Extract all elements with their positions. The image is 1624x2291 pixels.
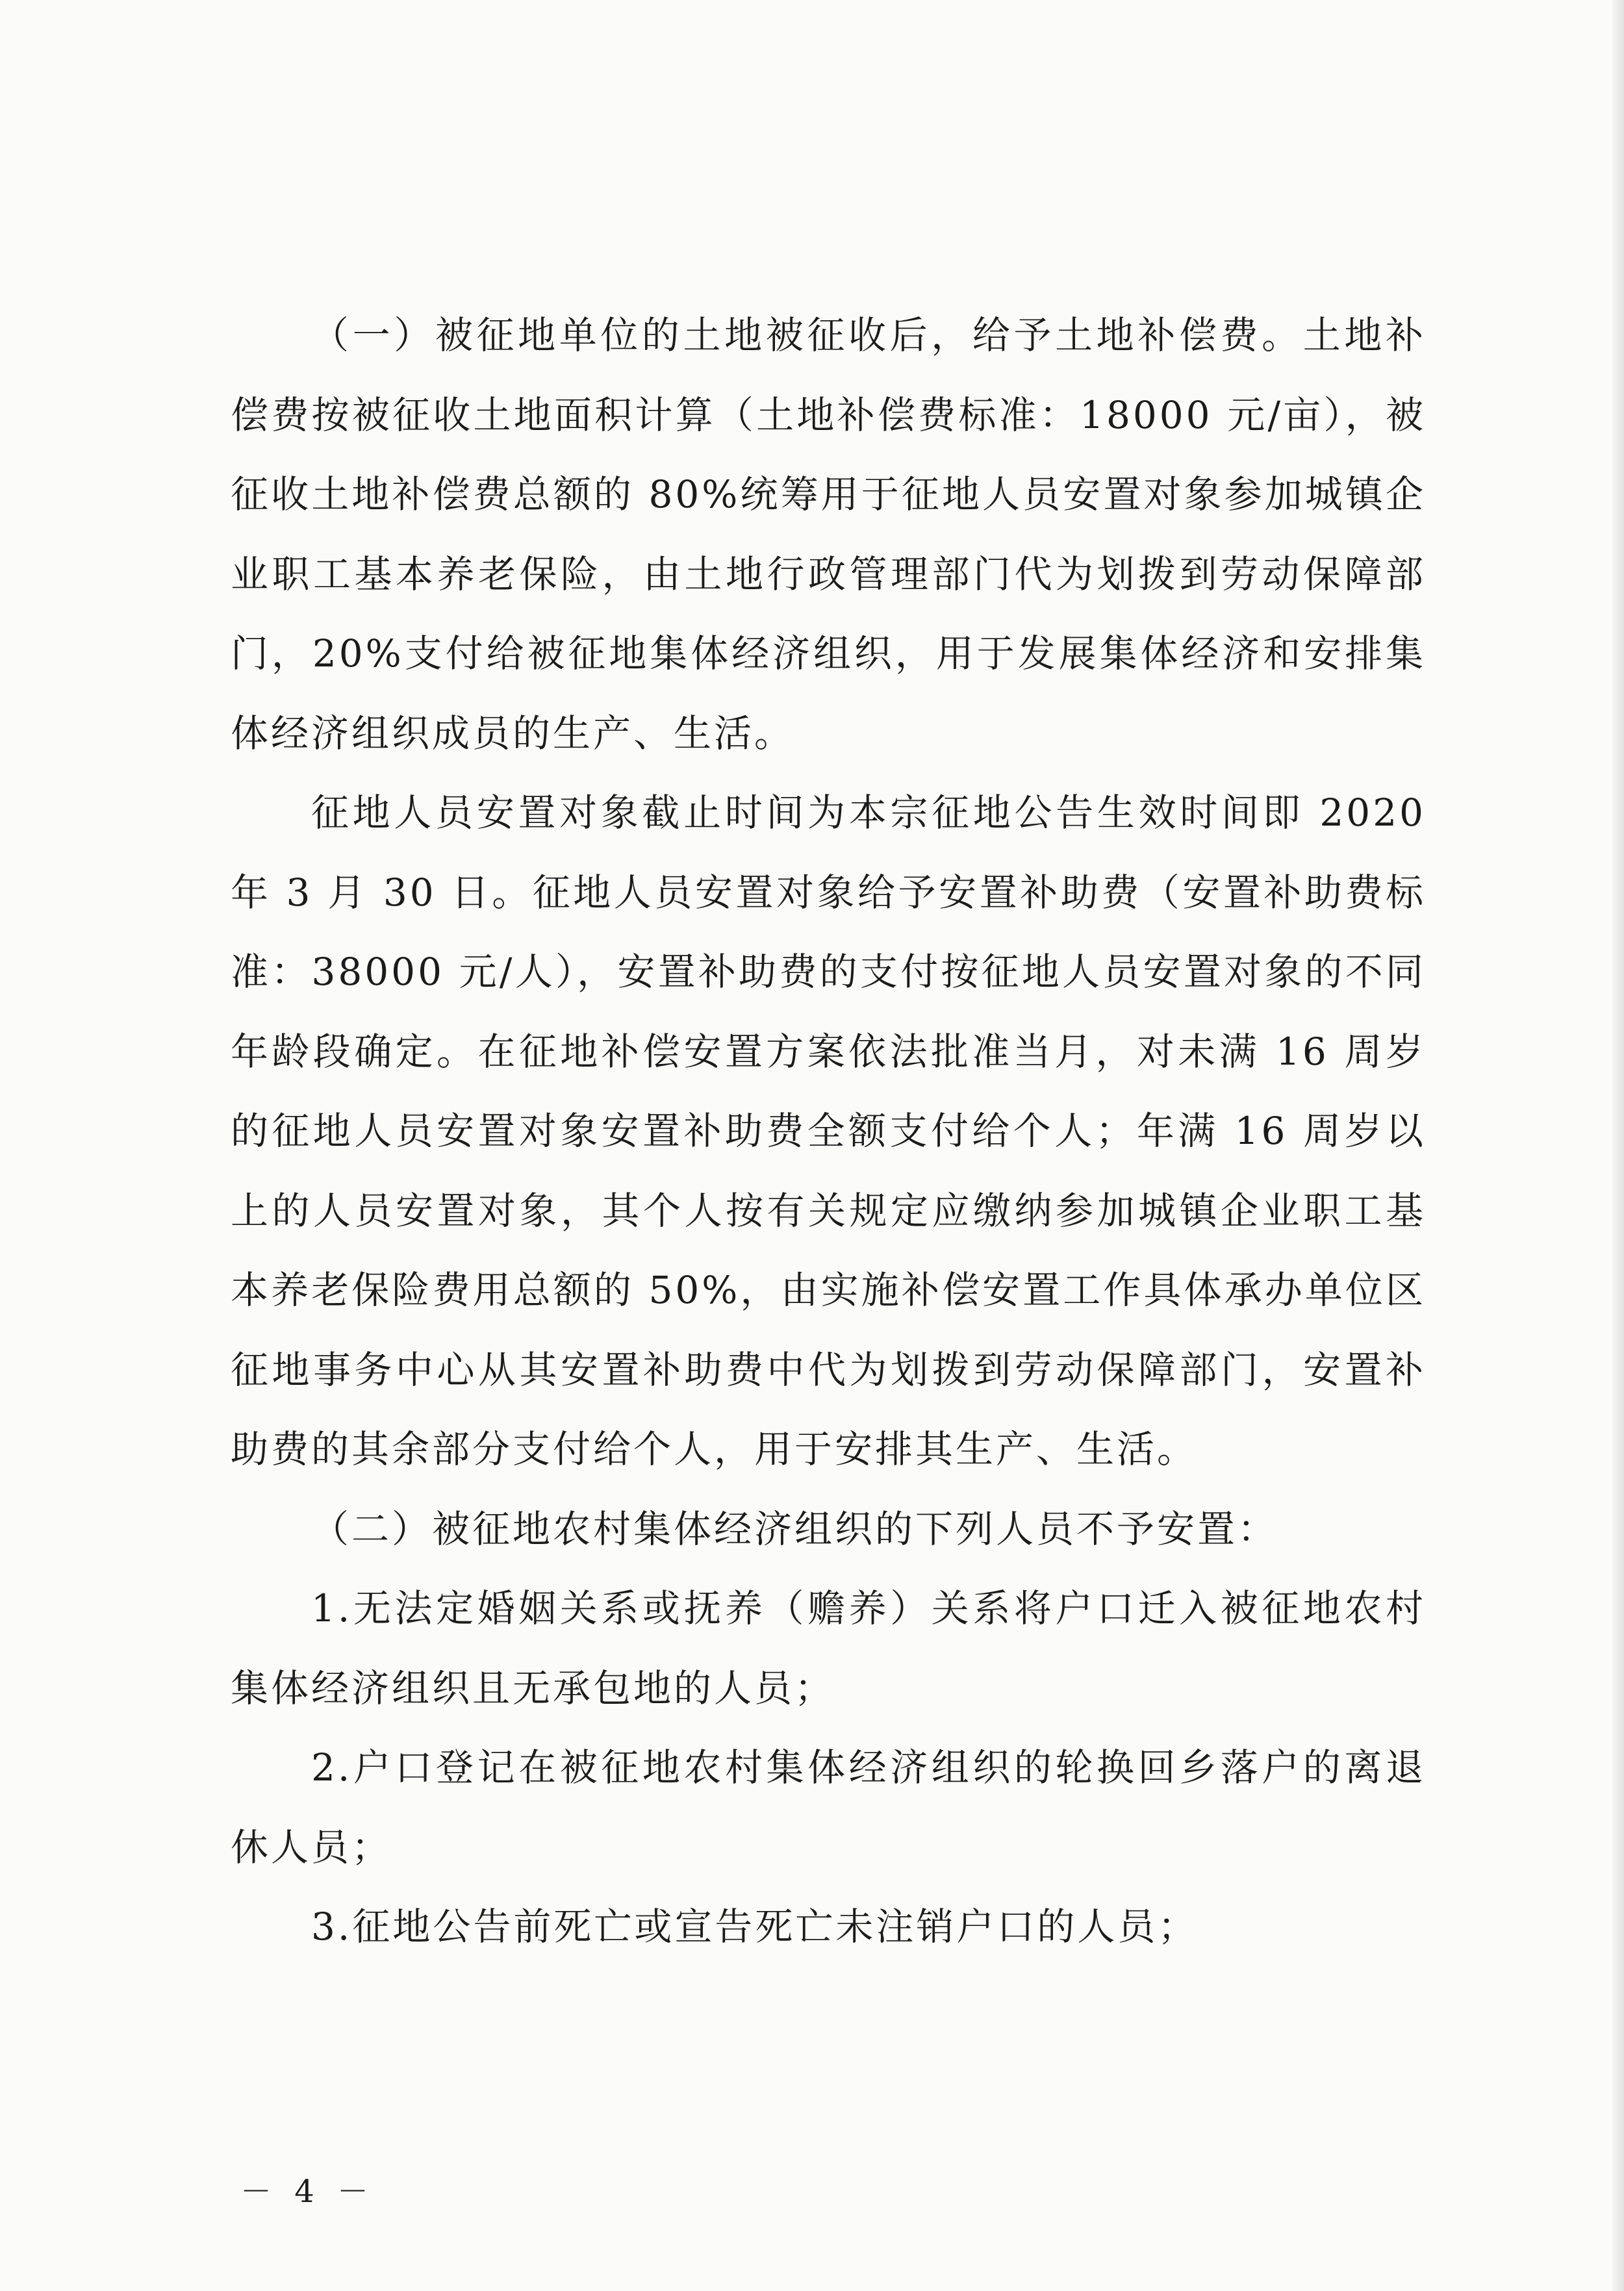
paragraph-item-3: 3.征地公告前死亡或宣告死亡未注销户口的人员； bbox=[311, 1905, 1199, 1949]
paragraph-item-2: 2.户口登记在被征地农村集体经济组织的轮换回乡落户的离退休人员； bbox=[231, 1745, 1426, 1869]
paragraph-land-compensation: （一）被征地单位的土地被征收后，给予土地补偿费。土地补偿费按被征收土地面积计算（土地补偿费标准：18000 元/亩），被征收土地补偿费总额的 80%统筹用于征地人员安置对象参加城镇企业职工基本养老保险，由土地行政管理部门代为划拨到劳动保障部门，20%支付给被征地集体经济组织，用于发展集体经济和安排集体经济组织成员的生产、生活。 bbox=[231, 313, 1426, 755]
paragraph-resettlement-subsidy: 征地人员安置对象截止时间为本宗征地公告生效时间即 2020 年 3 月 30 日。征地人员安置对象给予安置补助费（安置补助费标准：38000 元/人），安置补助费的支付按征地人员安置对象的不同年龄段确定。在征地补偿安置方案依法批准当月，对未满 16 周岁的征地人员安置对象安置补助费全额支付给个人；年满 16 周岁以上的人员安置对象，其个人按有关规定应缴纳参加城镇企业职工基本养老保险费用总额的 50%，由实施补偿安置工作具体承办单位区征地事务中心从其安置补助费中代为划拨到劳动保障部门，安置补助费的其余部分支付给个人，用于安排其生产、生活。 bbox=[231, 791, 1426, 1471]
paragraph-excluded-persons-heading: （二）被征地农村集体经济组织的下列人员不予安置： bbox=[311, 1506, 1278, 1551]
page-number: － 4 － bbox=[240, 2173, 375, 2210]
body-text bbox=[231, 296, 1426, 1967]
paragraph-item-1: 1.无法定婚姻关系或抚养（赡养）关系将户口迁入被征地农村集体经济组织且无承包地的人员； bbox=[231, 1586, 1426, 1710]
scan-edge bbox=[1612, 0, 1624, 2291]
